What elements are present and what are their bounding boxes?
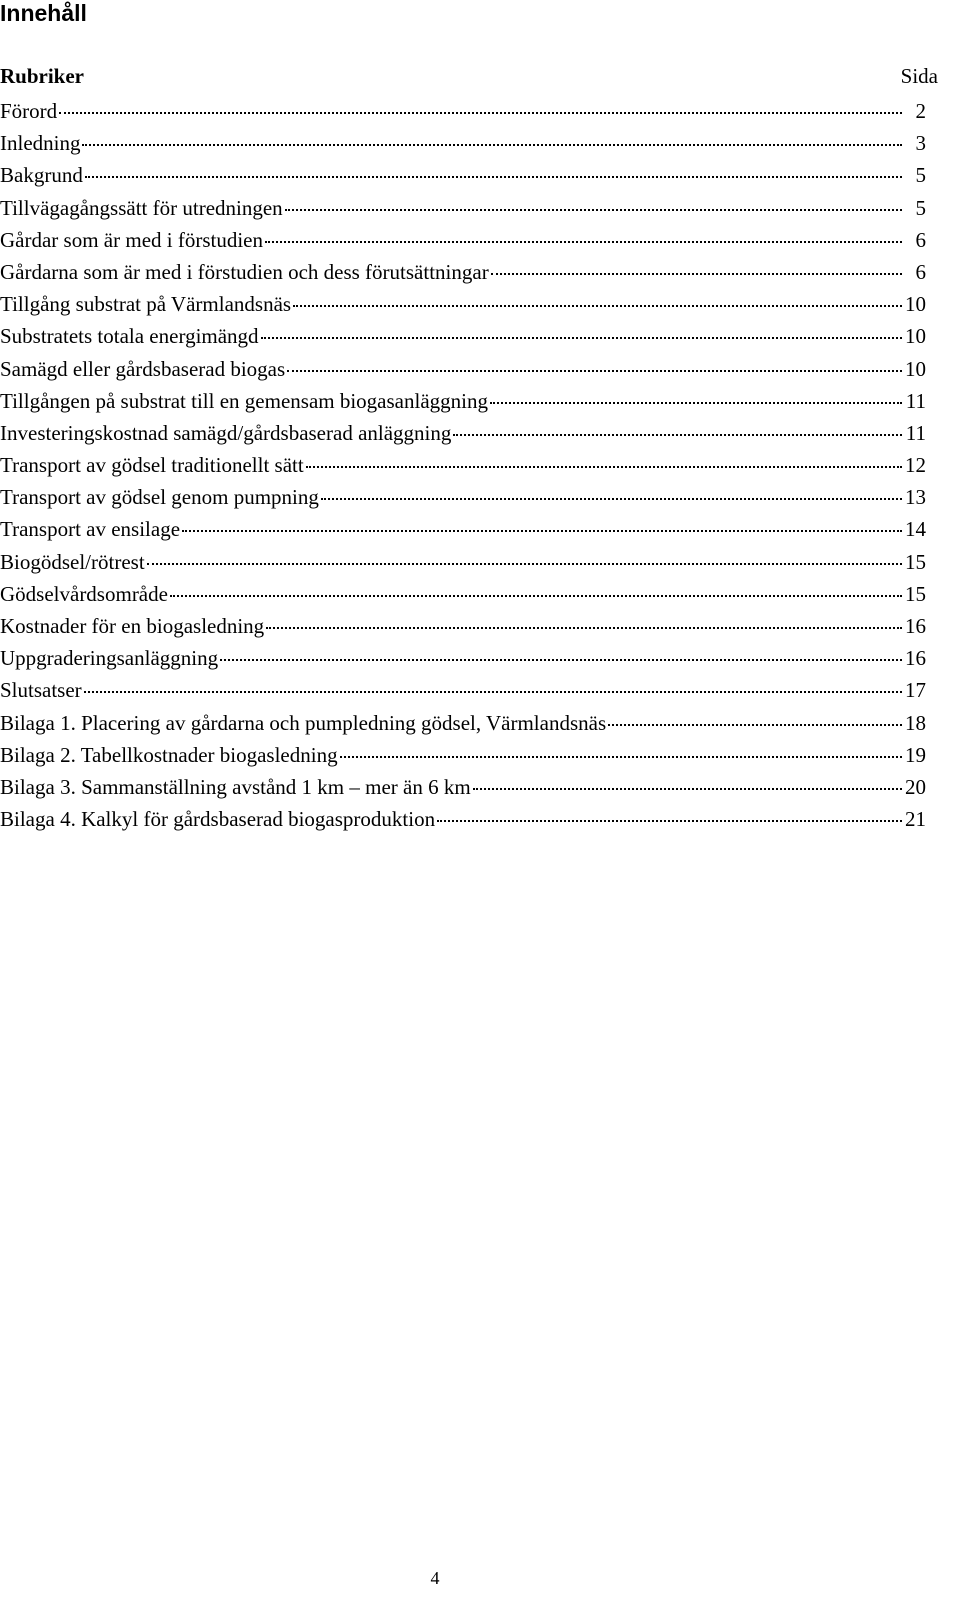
toc-entry-page: 5: [915, 163, 926, 188]
dot-leader: [453, 434, 902, 436]
toc-entry-page: 15: [905, 549, 926, 574]
toc-entry-label: Tillgång substrat på Värmlandsnäs: [0, 292, 292, 317]
toc-entry-page: 5: [915, 195, 926, 220]
toc-entry[interactable]: [0, 288, 926, 320]
dot-leader: [285, 209, 902, 211]
toc-entry-label: Förord: [0, 99, 58, 123]
toc-entry-page: 13: [905, 485, 926, 510]
dot-leader: [82, 144, 902, 146]
dot-leader: [261, 337, 902, 339]
toc-entry-page: 16: [905, 646, 926, 671]
page-number: 4: [430, 1568, 440, 1588]
toc-entry-label: Investeringskostnad samägd/gårdsbaserad anläggning: [0, 420, 452, 445]
toc-entry-page: 19: [905, 742, 926, 767]
toc-entry-label: Bilaga 2. Tabellkostnader biogasledning: [0, 742, 338, 767]
toc-entry-page: 10: [905, 292, 926, 317]
toc-entry-label: Gårdar som är med i förstudien: [0, 227, 264, 252]
toc-entry-label: Bilaga 3. Sammanställning avstånd 1 km – mer än 6 km: [0, 774, 471, 799]
toc-entry-page: 20: [905, 774, 926, 799]
dot-leader: [473, 788, 902, 790]
toc-entry-page: 3: [915, 131, 926, 156]
toc-entry-page: 2: [915, 99, 926, 123]
dot-leader: [266, 627, 902, 629]
toc-entry-page: 15: [905, 581, 926, 606]
toc-entry-label: Inledning: [0, 131, 81, 156]
dot-leader: [265, 241, 902, 243]
toc-entry[interactable]: [0, 320, 926, 352]
toc-entry[interactable]: [0, 481, 926, 513]
toc-entry-label: Tillgången på substrat till en gemensam biogasanläggning: [0, 388, 488, 413]
toc-entry-page: 18: [905, 710, 926, 735]
toc-entry[interactable]: [0, 417, 926, 449]
toc-entry-label: Gödselvårdsområde: [0, 581, 168, 606]
toc-entry[interactable]: [0, 803, 926, 835]
toc-entry-page: 10: [905, 324, 926, 349]
toc-entry[interactable]: [0, 95, 926, 127]
toc-entry-page: 10: [905, 356, 926, 381]
dot-leader: [608, 724, 902, 726]
toc-entry-label: Transport av ensilage: [0, 517, 181, 542]
toc-entry[interactable]: [0, 224, 926, 256]
toc-entry-label: Samägd eller gårdsbaserad biogas: [0, 356, 286, 381]
toc-entry[interactable]: [0, 739, 926, 771]
dot-leader: [437, 820, 902, 822]
dot-leader: [293, 305, 902, 307]
toc-entry[interactable]: [0, 159, 926, 191]
toc-entry[interactable]: [0, 385, 926, 417]
toc-entry-label: Gårdarna som är med i förstudien och dess förutsättningar: [0, 259, 489, 284]
toc-entry-page: 11: [905, 420, 926, 445]
toc-entry-label: Substratets totala energimängd: [0, 324, 259, 349]
toc-entry-label: Slutsatser: [0, 678, 82, 703]
toc-entry-label: Bakgrund: [0, 163, 83, 188]
dot-leader: [220, 659, 902, 661]
toc-entry-label: Transport av gödsel genom pumpning: [0, 485, 319, 510]
page-title: Innehåll: [0, 0, 87, 26]
toc-entry-label: Biogödsel/rötrest: [0, 549, 145, 574]
dot-leader: [340, 756, 902, 758]
toc-entry-label: Uppgraderingsanläggning: [0, 646, 219, 671]
dot-leader: [321, 498, 902, 500]
dot-leader: [147, 563, 902, 565]
dot-leader: [170, 595, 902, 597]
toc-entry[interactable]: [0, 546, 926, 578]
dot-leader: [490, 402, 902, 404]
toc-entry[interactable]: [0, 707, 926, 739]
toc-entry[interactable]: [0, 353, 926, 385]
toc-entry[interactable]: [0, 578, 926, 610]
toc-header: [0, 64, 938, 90]
table-of-contents: [0, 95, 926, 835]
toc-entry-page: 6: [915, 227, 926, 252]
toc-entry[interactable]: [0, 642, 926, 674]
toc-entry[interactable]: [0, 610, 926, 642]
toc-entry-page: 21: [905, 807, 926, 832]
toc-entry[interactable]: [0, 513, 926, 545]
dot-leader: [59, 112, 902, 114]
toc-entry[interactable]: [0, 449, 926, 481]
toc-entry-page: 12: [905, 453, 926, 478]
toc-entry-page: 14: [905, 517, 926, 542]
toc-entry[interactable]: [0, 192, 926, 224]
toc-entry[interactable]: [0, 127, 926, 159]
toc-entry[interactable]: [0, 771, 926, 803]
toc-header-headings: Rubriker: [0, 64, 84, 88]
toc-entry[interactable]: [0, 674, 926, 706]
dot-leader: [287, 370, 902, 372]
toc-entry-page: 11: [905, 388, 926, 413]
toc-entry-label: Bilaga 4. Kalkyl för gårdsbaserad biogasproduktion: [0, 807, 436, 832]
toc-entry-page: 16: [905, 614, 926, 638]
dot-leader: [84, 691, 902, 693]
toc-entry-page: 17: [905, 678, 926, 703]
dot-leader: [491, 273, 902, 275]
dot-leader: [85, 176, 902, 178]
toc-entry[interactable]: [0, 256, 926, 288]
toc-entry-page: 6: [915, 259, 926, 284]
dot-leader: [306, 466, 902, 468]
toc-entry-label: Kostnader för en biogasledning: [0, 614, 265, 638]
dot-leader: [182, 530, 902, 532]
toc-entry-label: Transport av gödsel traditionellt sätt: [0, 453, 304, 478]
toc-entry-label: Tillvägagångssätt för utredningen: [0, 195, 283, 220]
toc-header-page: Sida: [900, 64, 938, 88]
toc-entry-label: Bilaga 1. Placering av gårdarna och pumpledning gödsel, Värmlandsnäs: [0, 710, 607, 735]
